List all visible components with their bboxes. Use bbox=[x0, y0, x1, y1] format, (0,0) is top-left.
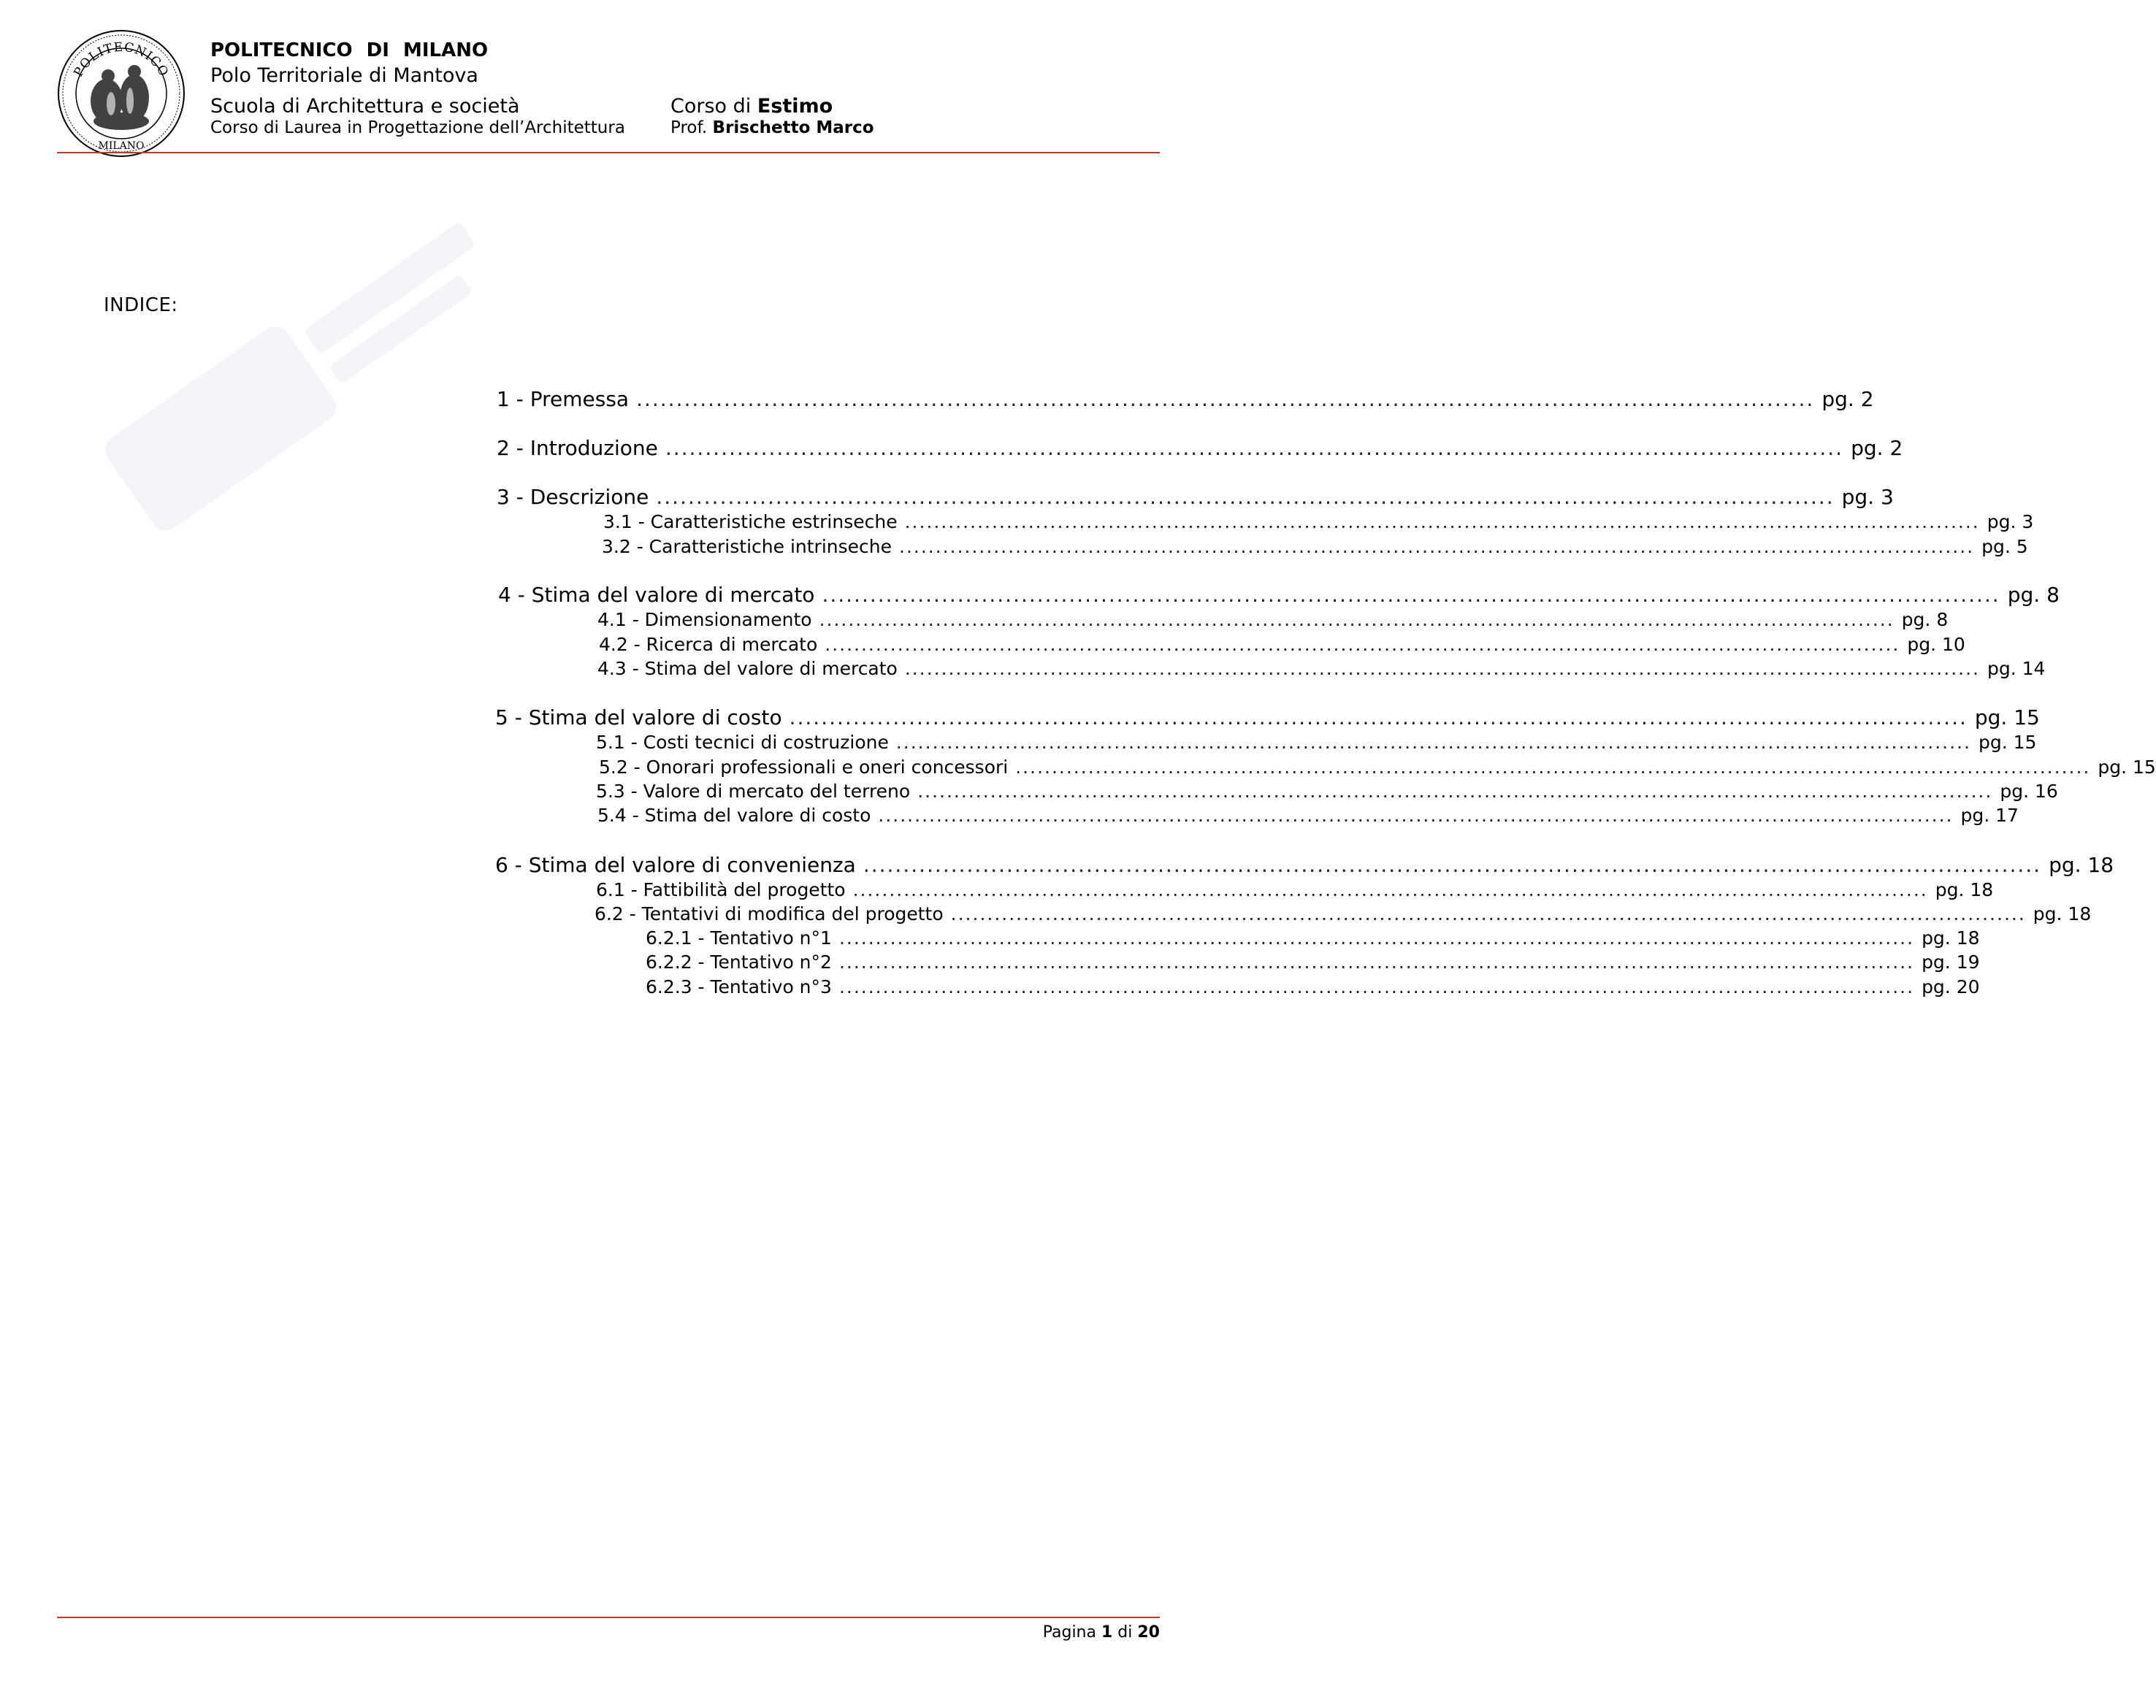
toc-entry-page: pg. 17 bbox=[1960, 805, 2019, 826]
toc-leader: .................................................................................................................................................... bbox=[863, 853, 2042, 877]
seal-top-text: POLITECNICO bbox=[71, 39, 172, 80]
toc-entry-page: pg. 8 bbox=[2007, 583, 2060, 607]
toc-entry-page: pg. 20 bbox=[1922, 976, 1980, 997]
toc-leader: .................................................................................................................................................... bbox=[852, 879, 1928, 900]
toc-entry-label: 6.2.2 - Tentativo n°2 bbox=[646, 951, 832, 973]
toc-leader: .................................................................................................................................................... bbox=[899, 536, 1975, 557]
toc-entry[interactable] bbox=[597, 658, 2046, 679]
toc-entry[interactable] bbox=[497, 485, 1894, 509]
toc-leader: .................................................................................................................................................... bbox=[1015, 757, 2091, 778]
toc-entry[interactable] bbox=[495, 705, 2040, 729]
toc-entry-label: 3.2 - Caratteristiche intrinseche bbox=[602, 536, 892, 557]
toc-leader: .................................................................................................................................................... bbox=[950, 903, 2026, 924]
toc-entry[interactable] bbox=[646, 976, 1980, 997]
toc-entry[interactable] bbox=[497, 387, 1874, 411]
svg-text:POLITECNICO bbox=[71, 40, 171, 80]
toc-entry[interactable] bbox=[498, 583, 2060, 607]
toc-leader: .................................................................................................................................................... bbox=[656, 485, 1835, 509]
toc-entry-page: pg. 16 bbox=[2000, 781, 2058, 802]
toc-leader: .................................................................................................................................................... bbox=[838, 951, 1915, 973]
toc-entry[interactable] bbox=[495, 853, 2114, 877]
prof-prefix: Prof. bbox=[670, 118, 708, 137]
watermark-logo bbox=[29, 175, 555, 555]
toc-entry[interactable] bbox=[599, 757, 2156, 778]
page-total: 20 bbox=[1137, 1623, 1160, 1642]
toc-leader: .................................................................................................................................................... bbox=[838, 927, 1915, 949]
seal-bottom-text: MILANO bbox=[98, 140, 145, 152]
toc-entry[interactable] bbox=[596, 879, 1994, 900]
toc-entry[interactable] bbox=[646, 927, 1980, 949]
toc-entry-page: pg. 8 bbox=[1901, 609, 1949, 630]
toc-entry[interactable] bbox=[595, 903, 2092, 924]
toc-entry-page: pg. 18 bbox=[2033, 903, 2092, 924]
footer-rule bbox=[57, 1617, 1160, 1618]
toc-entry-page: pg. 18 bbox=[1935, 879, 1994, 900]
toc-entry-label: 5.2 - Onorari professionali e oneri concessori bbox=[599, 757, 1009, 778]
page-number bbox=[1043, 1623, 1160, 1642]
toc-entry[interactable] bbox=[597, 805, 2019, 826]
toc-entry-page: pg. 3 bbox=[1987, 511, 2034, 532]
toc-entry-page: pg. 19 bbox=[1922, 951, 1980, 973]
toc-entry-page: pg. 2 bbox=[1851, 436, 1903, 460]
toc-entry-label: 6 - Stima del valore di convenienza bbox=[495, 853, 856, 877]
toc-entry-page: pg. 15 bbox=[1978, 732, 2037, 753]
toc-entry-page: pg. 5 bbox=[1981, 536, 2028, 557]
toc-entry-label: 5.1 - Costi tecnici di costruzione bbox=[596, 732, 889, 753]
toc-leader: .................................................................................................................................................... bbox=[819, 609, 1895, 630]
professor bbox=[670, 120, 874, 137]
toc-leader: .................................................................................................................................................... bbox=[904, 511, 1980, 532]
toc-leader: .................................................................................................................................................... bbox=[917, 781, 1993, 802]
toc-entry[interactable] bbox=[597, 609, 1949, 630]
toc-entry-label: 5 - Stima del valore di costo bbox=[495, 705, 782, 729]
school-name: Scuola di Architettura e società bbox=[210, 95, 520, 118]
toc-entry-label: 6.1 - Fattibilità del progetto bbox=[596, 879, 846, 900]
toc-entry-page: pg. 15 bbox=[2098, 757, 2156, 778]
page-word: Pagina bbox=[1042, 1623, 1096, 1642]
toc-entry[interactable] bbox=[596, 781, 2058, 802]
toc-leader: .................................................................................................................................................... bbox=[895, 732, 1971, 753]
toc-entry-page: pg. 18 bbox=[2049, 853, 2114, 877]
politecnico-seal-logo bbox=[56, 28, 187, 159]
toc-entry-label: 6.2.3 - Tentativo n°3 bbox=[646, 976, 832, 997]
toc-entry-page: pg. 10 bbox=[1907, 634, 1965, 655]
toc-entry-label: 5.3 - Valore di mercato del terreno bbox=[596, 781, 911, 802]
toc-entry[interactable] bbox=[603, 511, 2034, 532]
toc-entry[interactable] bbox=[646, 951, 1980, 973]
toc-leader: .................................................................................................................................................... bbox=[878, 805, 1954, 826]
toc-entry-page: pg. 14 bbox=[1987, 658, 2046, 679]
page-current: 1 bbox=[1101, 1623, 1113, 1642]
toc-heading: INDICE: bbox=[104, 294, 178, 316]
toc-entry-label: 6.2 - Tentativi di modifica del progetto bbox=[595, 903, 944, 924]
toc-entry[interactable] bbox=[596, 732, 2037, 753]
course-name: Estimo bbox=[757, 95, 833, 118]
toc-entry-label: 2 - Introduzione bbox=[497, 436, 658, 460]
toc-entry-label: 4.2 - Ricerca di mercato bbox=[599, 634, 818, 655]
toc-entry[interactable] bbox=[599, 634, 1965, 655]
toc-entry-page: pg. 18 bbox=[1922, 927, 1980, 949]
toc-leader: .................................................................................................................................................... bbox=[636, 387, 1815, 411]
toc-leader: .................................................................................................................................................... bbox=[789, 705, 1968, 729]
header-rule bbox=[57, 152, 1160, 153]
toc-entry-page: pg. 3 bbox=[1841, 485, 1894, 509]
toc-entry[interactable] bbox=[497, 436, 1903, 460]
toc-entry-label: 1 - Premessa bbox=[497, 387, 630, 411]
toc-entry-label: 4.3 - Stima del valore di mercato bbox=[597, 658, 898, 679]
toc-entry-label: 3.1 - Caratteristiche estrinseche bbox=[603, 511, 898, 532]
campus-name: Polo Territoriale di Mantova bbox=[210, 64, 478, 87]
toc-entry-label: 4 - Stima del valore di mercato bbox=[498, 583, 815, 607]
prof-name: Brischetto Marco bbox=[712, 118, 874, 137]
institution-name: POLITECNICO DI MILANO bbox=[210, 39, 489, 61]
page-of-word: di bbox=[1117, 1623, 1133, 1642]
toc-leader: .................................................................................................................................................... bbox=[838, 976, 1915, 997]
toc-entry-label: 3 - Descrizione bbox=[497, 485, 649, 509]
toc-entry-label: 6.2.1 - Tentativo n°1 bbox=[646, 927, 832, 949]
toc-entry-label: 4.1 - Dimensionamento bbox=[597, 609, 812, 630]
toc-entry-label: 5.4 - Stima del valore di costo bbox=[597, 805, 871, 826]
toc-leader: .................................................................................................................................................... bbox=[904, 658, 1980, 679]
course-prefix: Corso di bbox=[670, 95, 752, 118]
toc-entry[interactable] bbox=[602, 536, 2028, 557]
toc-entry-page: pg. 2 bbox=[1821, 387, 1874, 411]
toc-leader: .................................................................................................................................................... bbox=[665, 436, 1844, 460]
toc-leader: .................................................................................................................................................... bbox=[825, 634, 1900, 655]
degree-name: Corso di Laurea in Progettazione dell’Architettura bbox=[210, 118, 625, 137]
toc-leader: .................................................................................................................................................... bbox=[822, 583, 2000, 607]
course-title bbox=[670, 96, 833, 116]
toc-entry-page: pg. 15 bbox=[1974, 705, 2040, 729]
